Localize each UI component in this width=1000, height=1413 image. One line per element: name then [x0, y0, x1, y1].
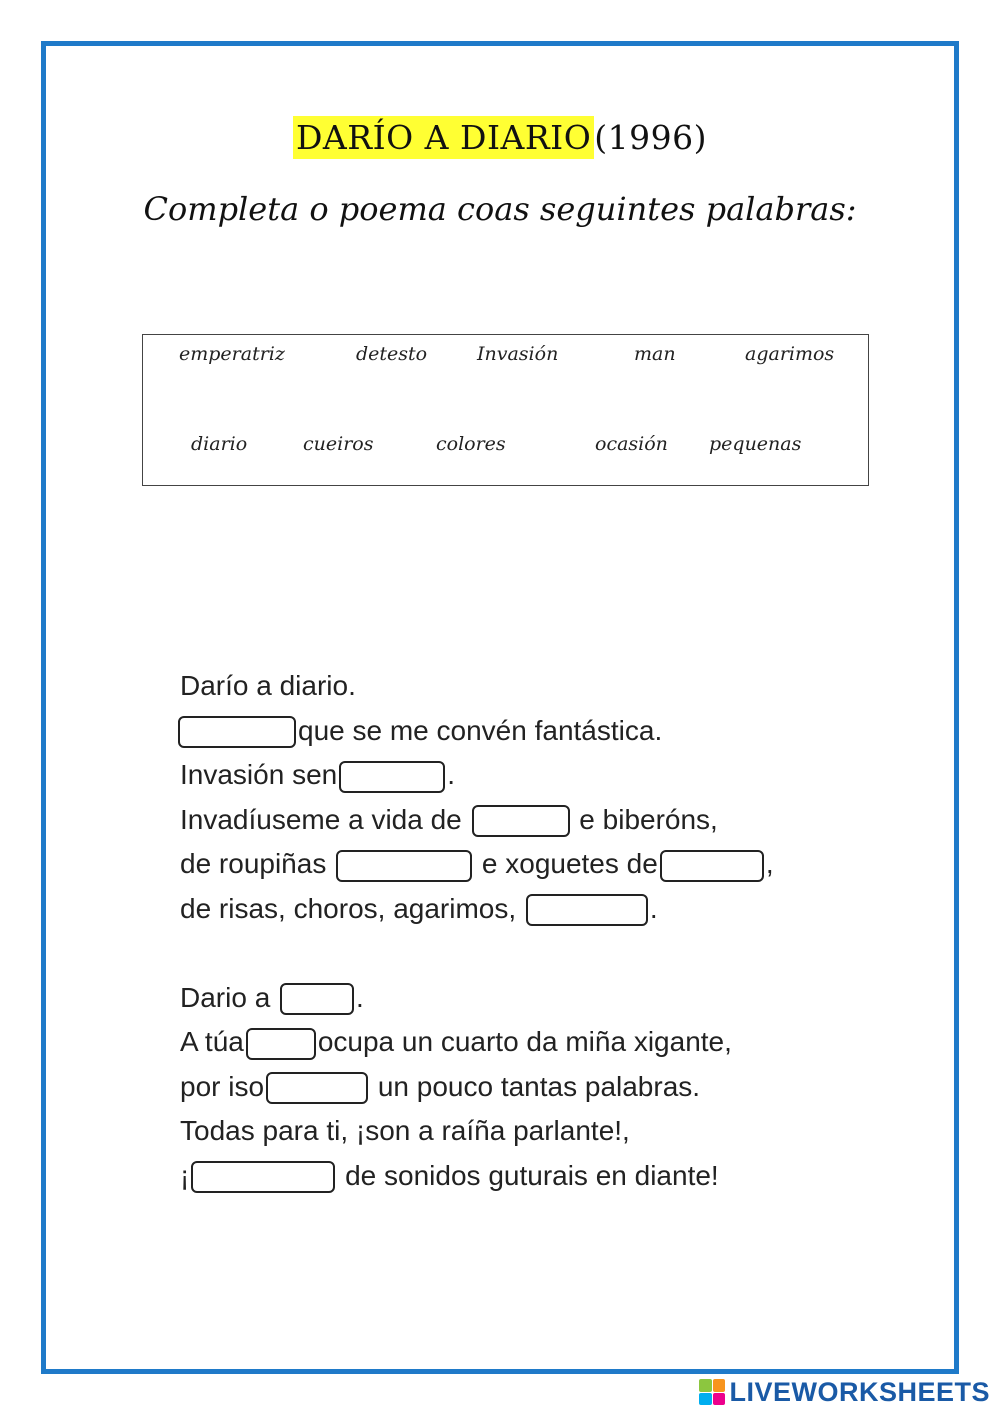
- word-bank-word: diario: [191, 433, 248, 455]
- answer-blank[interactable]: [339, 761, 445, 793]
- word-bank-word: cueiros: [303, 433, 374, 455]
- answer-blank[interactable]: [472, 805, 570, 837]
- poem-line: [180, 798, 774, 843]
- poem-line: [180, 976, 774, 1021]
- word-bank-word: Invasión: [477, 343, 559, 365]
- word-bank: [142, 334, 869, 486]
- answer-blank[interactable]: [336, 850, 472, 882]
- answer-blank[interactable]: [191, 1161, 335, 1193]
- title-year: (1996): [594, 118, 708, 157]
- instructions: Completa o poema coas seguintes palabras:: [143, 190, 857, 228]
- poem-line: [180, 1020, 774, 1065]
- poem-text: un pouco tantas palabras.: [370, 1070, 701, 1102]
- poem-text: e xoguetes de: [474, 848, 658, 879]
- poem-text: que se me convén fantástica.: [298, 714, 663, 746]
- answer-blank[interactable]: [178, 716, 296, 748]
- poem-text: ,: [765, 848, 774, 879]
- poem-line: [180, 1065, 774, 1110]
- poem-line: [180, 887, 774, 932]
- liveworksheets-brand: [699, 1377, 990, 1407]
- poem-text: .: [447, 759, 455, 790]
- poem-text: A túa: [180, 1026, 244, 1057]
- poem-line: [180, 1154, 774, 1199]
- stanza-gap: [180, 931, 774, 976]
- word-bank-word: agarimos: [745, 343, 835, 365]
- poem-line: [180, 1109, 774, 1154]
- poem-line: [180, 709, 774, 754]
- word-bank-word: ocasión: [595, 433, 668, 455]
- poem-line: [180, 842, 774, 887]
- answer-blank[interactable]: [266, 1072, 368, 1104]
- poem-text: e biberóns,: [571, 803, 718, 835]
- poem-text: .: [356, 981, 364, 1013]
- title-highlight: DARÍO A DIARIO: [293, 116, 594, 159]
- answer-blank[interactable]: [660, 850, 764, 882]
- word-bank-word: emperatriz: [179, 343, 285, 365]
- poem-text: Invadíuseme a vida de: [180, 803, 470, 835]
- answer-blank[interactable]: [526, 894, 648, 926]
- poem-text: de risas, choros, agarimos,: [180, 892, 524, 924]
- answer-blank[interactable]: [280, 983, 354, 1015]
- poem: [180, 664, 774, 1198]
- word-bank-word: pequenas: [709, 433, 802, 455]
- poem-line: [180, 664, 774, 709]
- poem-text: de sonidos guturais en diante!: [337, 1159, 719, 1191]
- poem-line: [180, 753, 774, 798]
- poem-text: Todas para ti, ¡son a raíña parlante!,: [180, 1115, 630, 1146]
- brand-text: LIVEWORKSHEETS: [729, 1376, 990, 1407]
- poem-text: .: [649, 892, 658, 924]
- poem-text: Darío a diario.: [180, 670, 356, 701]
- word-bank-word: man: [634, 343, 676, 365]
- poem-text: Dario a: [180, 981, 279, 1013]
- poem-text: ¡: [180, 1159, 190, 1191]
- poem-text: por iso: [180, 1070, 265, 1102]
- poem-text: de roupiñas: [180, 848, 335, 879]
- word-bank-word: colores: [436, 433, 506, 455]
- answer-blank[interactable]: [246, 1028, 316, 1060]
- worksheet-title: [0, 118, 1000, 157]
- liveworksheets-logo-icon: [699, 1379, 725, 1405]
- poem-text: ocupa un cuarto da miña xigante,: [317, 1026, 732, 1057]
- word-bank-word: detesto: [356, 343, 428, 365]
- poem-text: Invasión sen: [180, 759, 338, 790]
